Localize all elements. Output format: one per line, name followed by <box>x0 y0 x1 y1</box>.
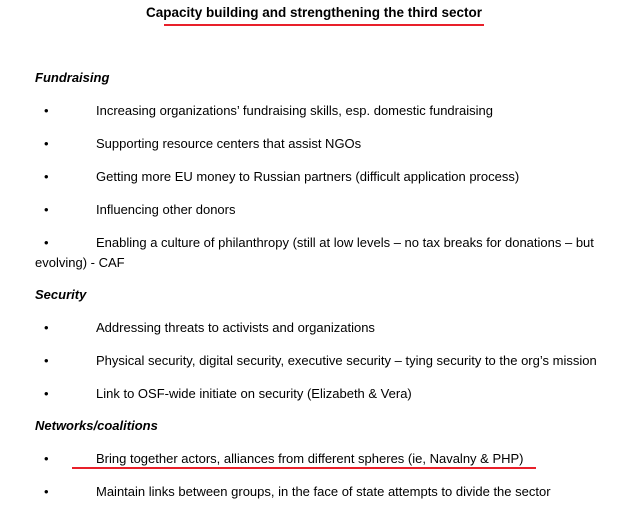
bullet-icon: • <box>44 451 49 466</box>
highlight-red-underline <box>72 467 536 469</box>
bullet-icon: • <box>44 320 49 335</box>
section-heading-fundraising: Fundraising <box>35 70 110 85</box>
list-item: Increasing organizations’ fundraising skills, esp. domestic fundraising <box>96 103 493 118</box>
list-item-continuation: evolving) - CAF <box>35 255 125 270</box>
list-item: Link to OSF-wide initiate on security (Elizabeth & Vera) <box>96 386 412 401</box>
bullet-icon: • <box>44 386 49 401</box>
list-item: Addressing threats to activists and organizations <box>96 320 375 335</box>
list-item: Physical security, digital security, executive security – tying security to the org’s mission <box>96 353 597 368</box>
list-item: Maintain links between groups, in the face of state attempts to divide the sector <box>96 484 551 499</box>
bullet-icon: • <box>44 235 49 250</box>
bullet-icon: • <box>44 484 49 499</box>
list-item-highlighted: Bring together actors, alliances from different spheres (ie, Navalny & PHP) <box>96 451 524 466</box>
list-item: Supporting resource centers that assist NGOs <box>96 136 362 151</box>
bullet-icon: • <box>44 353 49 368</box>
section-heading-security: Security <box>35 287 87 302</box>
title-red-underline <box>164 24 484 26</box>
bullet-icon: • <box>44 136 49 151</box>
document-title: Capacity building and strengthening the third sector <box>145 5 483 20</box>
list-item: Influencing other donors <box>96 202 236 217</box>
bullet-icon: • <box>44 169 49 184</box>
bullet-icon: • <box>44 202 49 217</box>
list-item: Getting more EU money to Russian partners (difficult application process) <box>96 169 520 184</box>
list-item: Enabling a culture of philanthropy (still at low levels – no tax breaks for donations – but <box>96 235 594 250</box>
section-heading-networks-coalitions: Networks/coalitions <box>35 418 158 433</box>
bullet-icon: • <box>44 103 49 118</box>
